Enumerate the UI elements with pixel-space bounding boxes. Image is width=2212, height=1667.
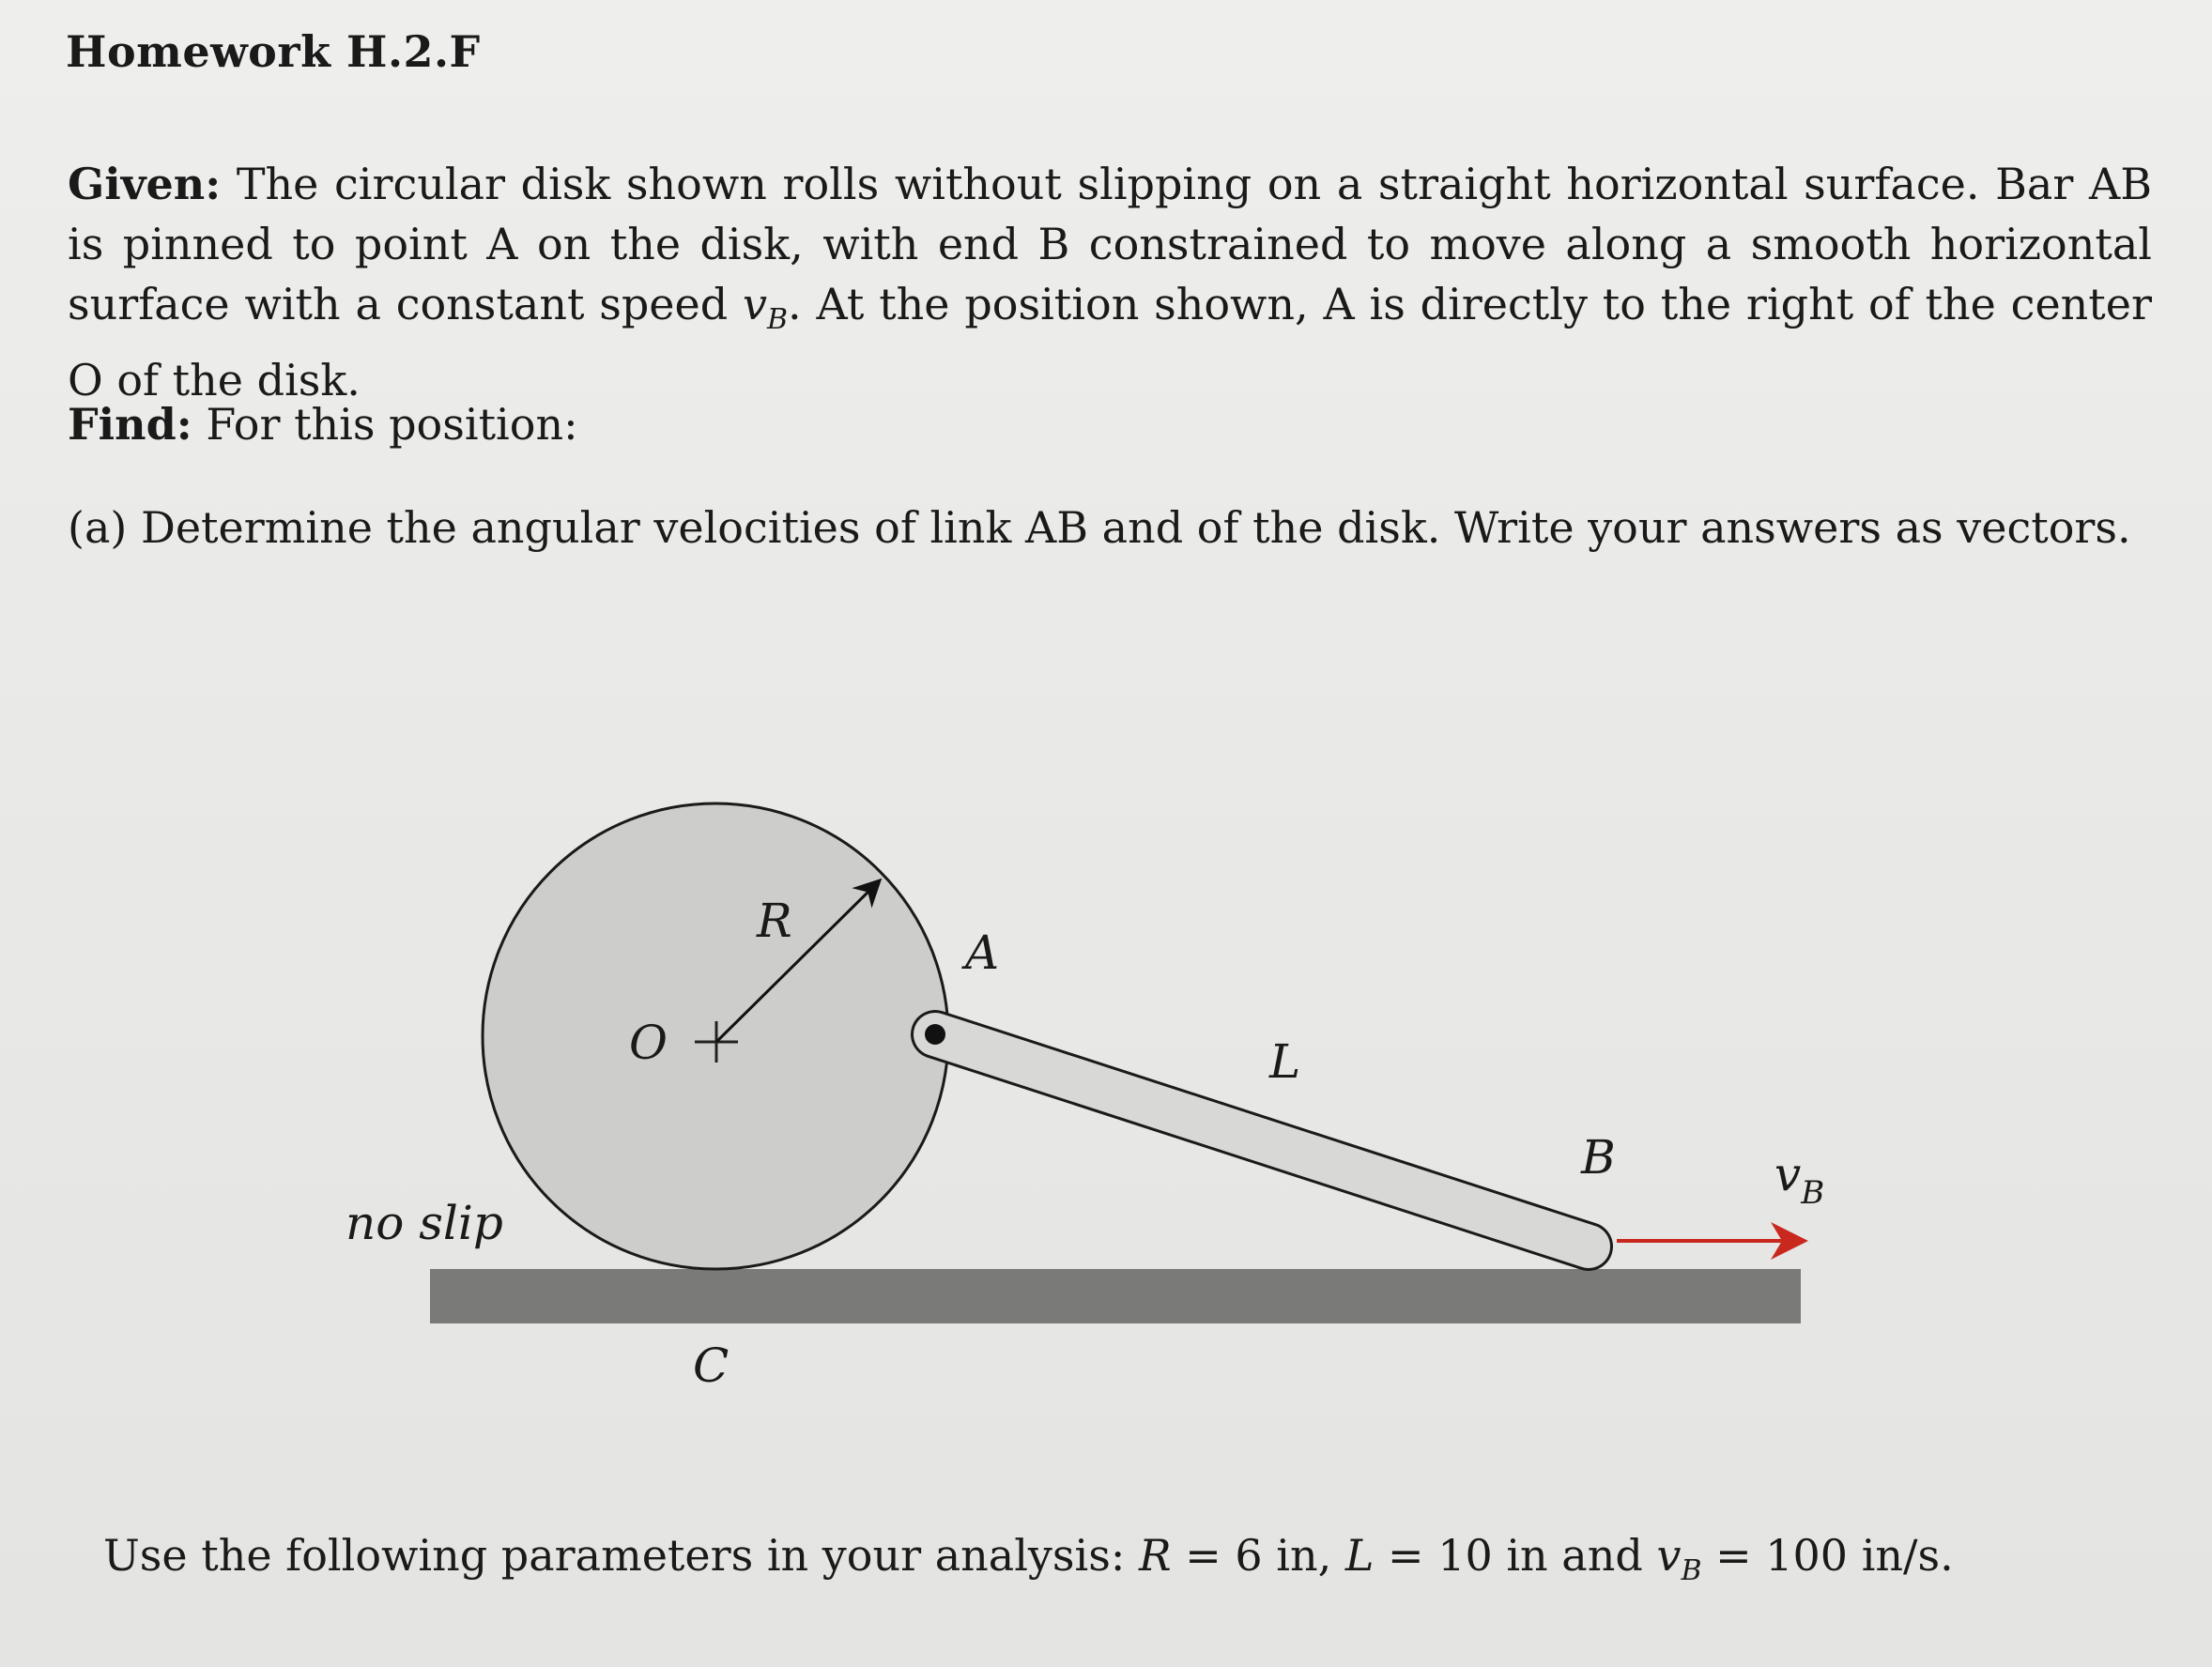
given-text-2: . At the position shown, A is directly to the right of the center O of the disk. [68,279,2152,406]
label-vb-subscript: B [1801,1174,1825,1212]
label-vb-symbol: v [1774,1147,1802,1201]
params-r-value: = 6 in, [1171,1530,1345,1581]
label-vb [1774,1147,1824,1212]
given-text-1: The circular disk shown rolls without slipping on a straight horizontal surface. Bar AB is pinned to point A on the disk, with end B constrained to move along a smooth horizontal surface with a constant speed [68,159,2152,329]
find-text: For this position: [192,399,578,450]
params-v-subscript: B [1681,1554,1702,1588]
label-o: O [629,1016,668,1070]
given-v-subscript: B [767,303,789,337]
page-title: Homework H.2.F [66,26,481,77]
params-r-symbol: R [1138,1530,1172,1581]
bar-ab [935,1034,1589,1246]
part-a-marker: (a) [68,502,128,553]
ground-surface [430,1269,1801,1323]
label-no-slip: no slip [346,1196,503,1250]
label-l: L [1269,1034,1301,1089]
find-label: Find: [68,399,192,450]
part-a-text: Determine the angular velocities of link AB and of the disk. Write your answers as vectors. [127,502,2131,553]
parameters-line [103,1530,1954,1587]
label-b: B [1581,1130,1616,1185]
label-r: R [757,894,792,948]
pin-a [925,1024,945,1045]
label-c: C [693,1338,730,1393]
given-v-symbol: v [743,279,767,329]
params-l-value: = 10 in and [1374,1530,1657,1581]
params-l-symbol: L [1344,1530,1375,1581]
given-label: Given: [68,159,222,209]
params-v-symbol: v [1656,1530,1682,1581]
params-v-value: = 100 in/s. [1701,1530,1954,1581]
label-a: A [965,925,1000,980]
params-intro: Use the following parameters in your analysis: [103,1530,1139,1581]
